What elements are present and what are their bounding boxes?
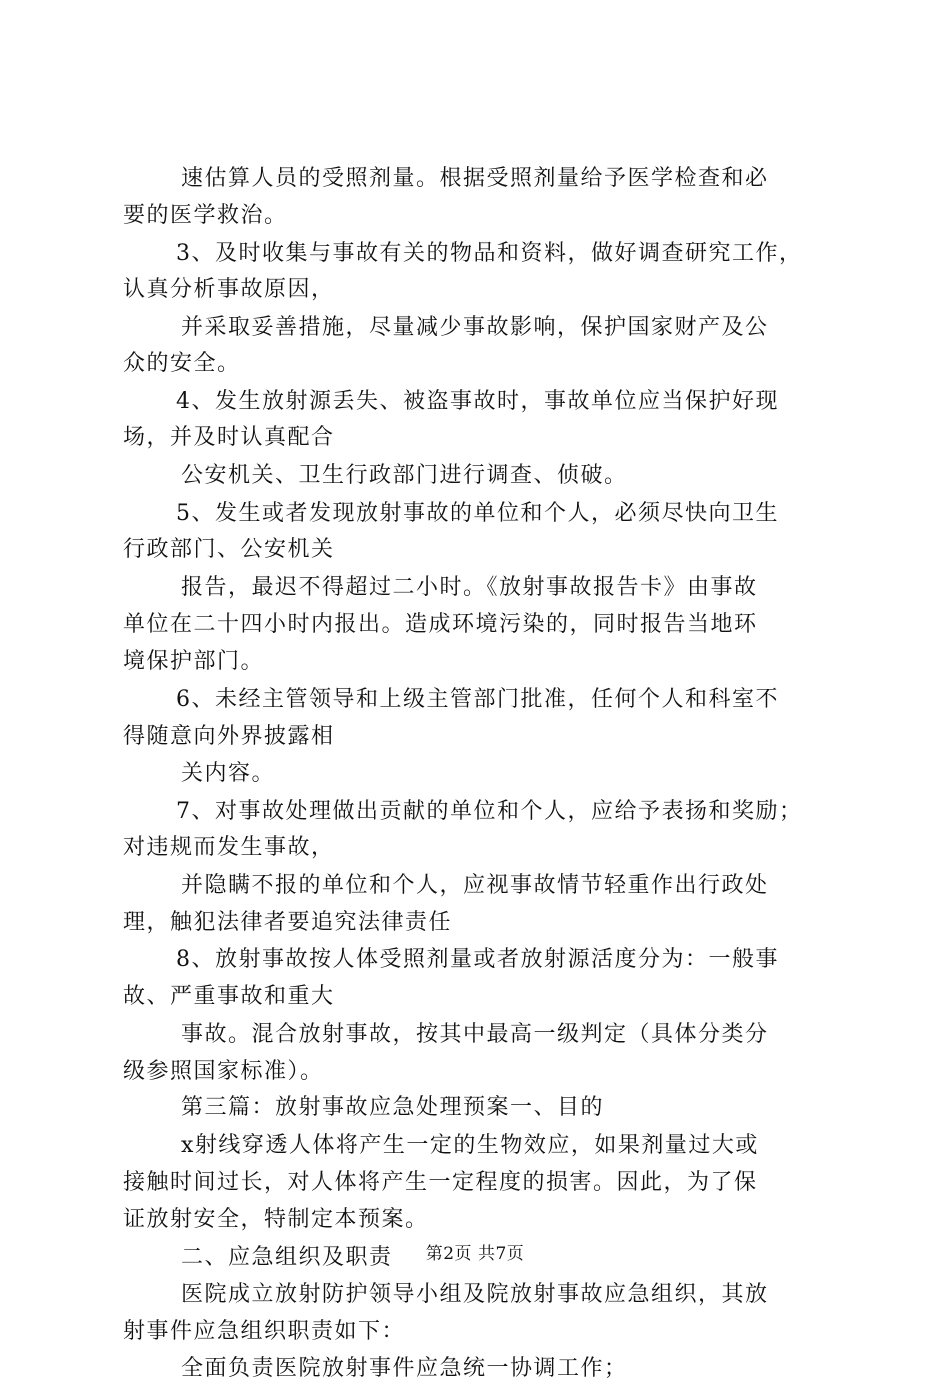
text-line: 故、严重事故和重大	[123, 984, 335, 1009]
text-line: 并采取妥善措施，尽量减少事故影响，保护国家财产及公	[181, 315, 769, 340]
text-line: 6、未经主管领导和上级主管部门批准，任何个人和科室不	[176, 687, 779, 712]
section-heading: 第三篇：放射事故应急处理预案一、目的	[181, 1095, 605, 1120]
text-line: 关内容。	[181, 761, 276, 786]
text-line: 公安机关、卫生行政部门进行调查、侦破。	[181, 463, 628, 488]
subsection-heading: 二、应急组织及职责	[181, 1245, 393, 1270]
text-line: 射事件应急组织职责如下：	[123, 1319, 406, 1344]
text-line: 理，触犯法律者要追究法律责任	[123, 910, 453, 935]
text-line: x射线穿透人体将产生一定的生物效应，如果剂量过大或	[181, 1133, 759, 1158]
text-line: 4、发生放射源丢失、被盗事故时，事故单位应当保护好现	[176, 389, 779, 414]
text-line: 8、放射事故按人体受照剂量或者放射源活度分为：一般事	[176, 947, 779, 972]
text-line: 证放射安全，特制定本预案。	[123, 1207, 429, 1232]
text-line: 7、对事故处理做出贡献的单位和个人，应给予表扬和奖励；	[176, 799, 803, 824]
text-line: 得随意向外界披露相	[123, 724, 335, 749]
text-line: 场，并及时认真配合	[123, 425, 335, 450]
text-line: 境保护部门。	[123, 649, 265, 674]
text-line: 事故。混合放射事故，按其中最高一级判定（具体分类分	[181, 1022, 769, 1047]
text-line: 医院成立放射防护领导小组及院放射事故应急组织，其放	[181, 1282, 769, 1307]
text-line: 对违规而发生事故，	[123, 835, 335, 860]
text-line: 速估算人员的受照剂量。根据受照剂量给予医学检查和必	[181, 166, 769, 191]
text-line: 5、发生或者发现放射事故的单位和个人，必须尽快向卫生	[176, 501, 779, 526]
text-line: 并隐瞒不报的单位和个人，应视事故情节轻重作出行政处	[181, 873, 769, 898]
text-line: 单位在二十四小时内报出。造成环境污染的，同时报告当地环	[123, 612, 758, 637]
text-line: 要的医学救治。	[123, 203, 288, 228]
page-number-footer: 第2页 共7页	[425, 1244, 525, 1264]
text-line: 众的安全。	[123, 351, 241, 376]
text-line: 行政部门、公安机关	[123, 537, 335, 562]
text-line: 认真分析事故原因，	[123, 277, 335, 302]
text-line: 接触时间过长，对人体将产生一定程度的损害。因此，为了保	[123, 1170, 758, 1195]
text-line: 3、及时收集与事故有关的物品和资料，做好调查研究工作，	[176, 241, 803, 266]
text-line: 全面负责医院放射事件应急统一协调工作；	[181, 1356, 628, 1381]
text-line: 报告，最迟不得超过二小时。《放射事故报告卡》由事故	[181, 575, 758, 600]
text-line: 级参照国家标准）。	[123, 1059, 324, 1084]
